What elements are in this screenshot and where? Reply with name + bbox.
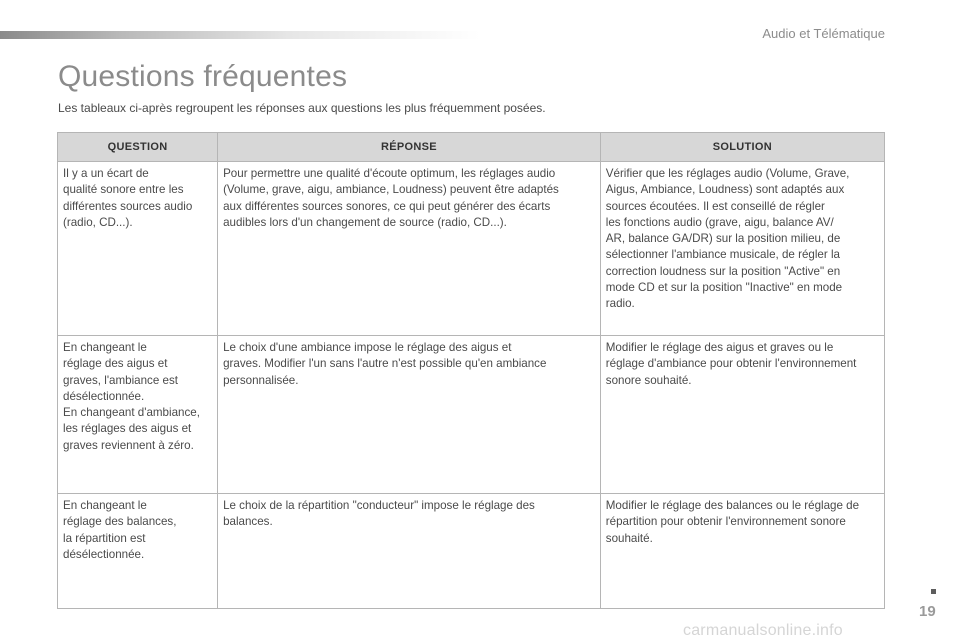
answer-line: audibles lors d'un changement de source (radio, CD...).	[223, 215, 507, 229]
page-number: 19	[919, 603, 936, 620]
question-line: graves reviennent à zéro.	[63, 438, 194, 452]
column-header-solution: SOLUTION	[600, 133, 884, 162]
watermark-text: carmanualsonline.info	[683, 622, 843, 639]
solution-line: sources écoutées. Il est conseillé de régler	[605, 199, 825, 213]
table-row	[58, 494, 885, 609]
section-title: Audio et Télématique	[762, 26, 885, 41]
question-line: Il y a un écart de	[63, 167, 149, 180]
solution-line: Modifier le réglage des balances ou le réglage de	[605, 499, 860, 512]
answer-cell	[218, 336, 601, 494]
solution-line: Aigus, Ambiance, Loudness) sont adaptés aux	[605, 183, 845, 197]
question-line: En changeant le	[63, 341, 147, 354]
page-marker-square	[931, 589, 936, 594]
question-cell	[58, 162, 218, 336]
answer-line: aux différentes sources sonores, ce qui peut générer des écarts	[223, 199, 551, 213]
answer-cell	[218, 494, 601, 609]
table-row	[58, 162, 885, 336]
answer-line: graves. Modifier l'un sans l'autre n'est possible qu'en ambiance	[223, 357, 547, 371]
answer-cell	[218, 162, 601, 336]
table-row	[58, 336, 885, 494]
answer-line: Le choix d'une ambiance impose le réglage des aigus et	[223, 341, 512, 354]
answer-line: (Volume, grave, aigu, ambiance, Loudness) peuvent être adaptés	[223, 183, 559, 197]
solution-line: répartition pour obtenir l'environnement sonore	[605, 515, 846, 529]
solution-line: radio.	[605, 297, 635, 311]
column-header-answer: RÉPONSE	[218, 133, 601, 162]
answer-line: personnalisée.	[223, 373, 299, 387]
answer-line: balances.	[223, 515, 273, 529]
question-line: (radio, CD...).	[63, 215, 133, 229]
solution-line: sélectionner l'ambiance musicale, de régler la	[605, 248, 840, 262]
faq-table	[57, 132, 885, 609]
solution-line: mode CD et sur la position "Inactive" en mode	[605, 281, 843, 295]
answer-line: Le choix de la répartition "conducteur" impose le réglage des	[223, 499, 535, 512]
question-cell	[58, 494, 218, 609]
solution-line: AR, balance GA/DR) sur la position milieu, de	[605, 232, 841, 246]
solution-line: correction loudness sur la position "Active" en	[605, 264, 841, 278]
question-line: qualité sonore entre les	[63, 183, 184, 197]
question-line: En changeant le	[63, 499, 147, 512]
solution-line: souhaité.	[605, 531, 653, 545]
answer-line: Pour permettre une qualité d'écoute optimum, les réglages audio	[223, 167, 556, 180]
page-title: Questions fréquentes	[58, 60, 348, 93]
header-gradient-bar	[0, 31, 480, 39]
question-line: désélectionnée.	[63, 389, 145, 403]
question-cell	[58, 336, 218, 494]
solution-cell	[600, 494, 884, 609]
question-line: la répartition est	[63, 531, 146, 545]
solution-cell	[600, 162, 884, 336]
question-line: réglage des aigus et	[63, 357, 168, 371]
question-line: En changeant d'ambiance,	[63, 406, 200, 420]
question-line: différentes sources audio	[63, 199, 193, 213]
question-line: les réglages des aigus et	[63, 422, 192, 436]
solution-line: Vérifier que les réglages audio (Volume, Grave,	[605, 167, 850, 180]
solution-line: sonore souhaité.	[605, 373, 692, 387]
solution-line: Modifier le réglage des aigus et graves ou le	[605, 341, 834, 354]
question-line: désélectionnée.	[63, 547, 145, 561]
column-header-question: QUESTION	[58, 133, 218, 162]
table-header-row	[58, 133, 885, 162]
solution-line: réglage d'ambiance pour obtenir l'environnement	[605, 357, 857, 371]
solution-line: les fonctions audio (grave, aigu, balance AV/	[605, 215, 834, 229]
solution-cell	[600, 336, 884, 494]
intro-text: Les tableaux ci-après regroupent les réponses aux questions les plus fréquemment posées.	[58, 101, 546, 115]
question-line: graves, l'ambiance est	[63, 373, 178, 387]
question-line: réglage des balances,	[63, 515, 177, 529]
